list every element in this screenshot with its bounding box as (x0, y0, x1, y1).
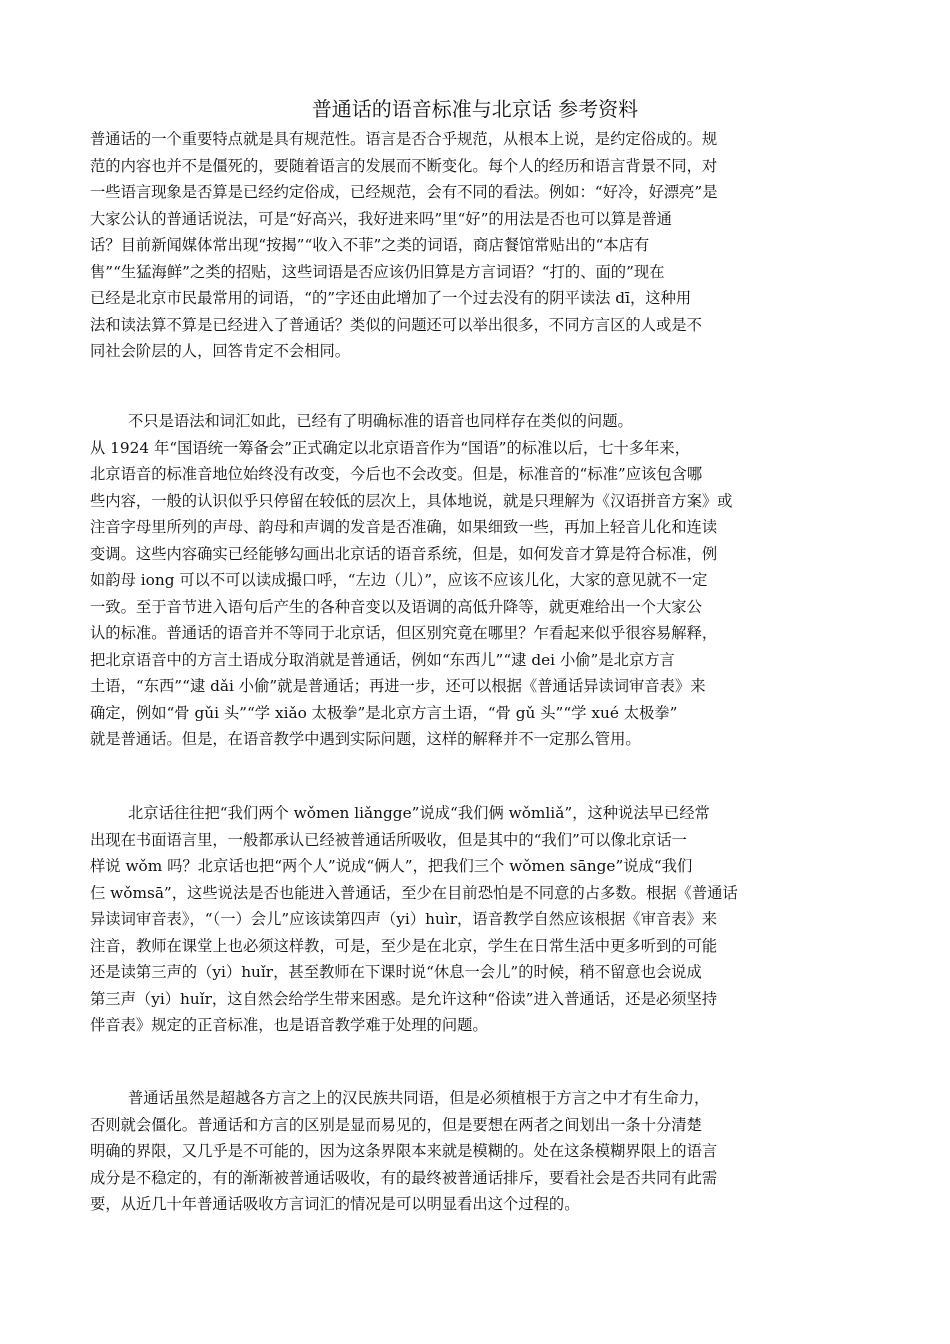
paragraph-1 (90, 126, 865, 365)
text-line: 就是普通话。但是，在语音教学中遇到实际问题，这样的解释并不一定那么管用。 (90, 730, 641, 748)
text-line: 普通话虽然是超越各方言之上的汉民族共同语，但是必须植根于方言之中才有生命力， (128, 1089, 710, 1107)
text-line: 土语，“东西”“逮 dǎi 小偷”就是普通话；再进一步，还可以根据《普通话异读词审音表》来 (90, 677, 706, 695)
text-line: 认的标准。普通话的语音并不等同于北京话，但区别究竟在哪里？乍看起来似乎很容易解释， (90, 624, 718, 642)
text-line: 如韵母 iong 可以不可以读成撮口呼，“左边（儿）”，应该不应该儿化，大家的意见就不一定 (90, 571, 708, 589)
text-line: 伴音表》规定的正音标准，也是语音教学难于处理的问题。 (90, 1016, 488, 1034)
text-line: 售”“生猛海鲜”之类的招贴，这些词语是否应该仍旧算是方言词语？“打的、面的”现在 (90, 262, 665, 281)
text-line: 一些语言现象是否算是已经约定俗成，已经规范，会有不同的看法。例如：“好冷，好漂亮”是 (90, 183, 718, 201)
text-line: 话？目前新闻媒体常出现“按揭”“收入不菲”之类的词语，商店餐馆常贴出的“本店有 (90, 236, 650, 254)
paragraph-2 (90, 408, 865, 753)
text-line: 普通话的一个重要特点就是具有规范性。语言是否合乎规范，从根本上说，是约定俗成的。规 (90, 130, 718, 148)
text-line: 把北京语音中的方言土语成分取消就是普通话，例如“东西儿”“逮 dei 小偷”是北京方言 (90, 650, 675, 669)
text-line: 已经是北京市民最常用的词语，“的”字还由此增加了一个过去没有的阴平读法 dī，这种用 (90, 289, 692, 307)
text-line: 范的内容也并不是僵死的，要随着语言的发展而不断变化。每个人的经历和语言背景不同，对 (90, 156, 718, 175)
paragraph-4 (90, 1085, 865, 1218)
text-line: 从 1924 年“国语统一筹备会”正式确定以北京语音作为“国语”的标准以后，七十多年来， (90, 438, 691, 457)
document-title: 普通话的语音标准与北京话 参考资料 (311, 97, 639, 121)
text-line: 第三声（yi）huǐr，这自然会给学生带来困惑。是允许这种“俗读”进入普通话，还是必须坚持 (90, 989, 718, 1008)
text-line: 些内容，一般的认识似乎只停留在较低的层次上，具体地说，就是只理解为《汉语拼音方案》或 (90, 491, 733, 510)
text-line: 否则就会僵化。普通话和方言的区别是显而易见的，但是要想在两者之间划出一条十分清楚 (90, 1115, 702, 1134)
text-line: 法和读法算不算是已经进入了普通话？类似的问题还可以举出很多，不同方言区的人或是不 (90, 315, 702, 334)
text-line: 注音，教师在课堂上也必须这样教，可是，至少是在北京，学生在日常生活中更多听到的可能 (90, 936, 718, 955)
text-line: 大家公认的普通话说法，可是“好高兴，我好进来吗”里“好”的用法是否也可以算是普通 (90, 209, 672, 228)
text-line: 同社会阶层的人，回答肯定不会相同。 (90, 342, 351, 360)
text-line: 注音字母里所列的声母、韵母和声调的发音是否准确，如果细致一些，再加上轻音儿化和连读 (90, 518, 718, 536)
text-line: 样说 wǒm 吗？北京话也把“两个人”说成“俩人”，把我们三个 wǒmen sānge”说成“我们 (90, 857, 693, 875)
text-line: 确定，例如“骨 gǔi 头”“学 xiǎo 太极拳”是北京方言土语，“骨 gǔ 头”“学 xué 太极拳” (90, 703, 678, 722)
text-line: 仨 wǒmsā”，这些说法是否也能进入普通话，至少在目前恐怕是不同意的占多数。根据《普通话 (90, 883, 738, 902)
text-line: 明确的界限，又几乎是不可能的，因为这条界限本来就是模糊的。处在这条模糊界限上的语言 (90, 1142, 718, 1160)
text-line: 北京话往往把“我们两个 wǒmen liǎngge”说成“我们俩 wǒmliǎ”，这种说法早已经常 (128, 804, 710, 822)
paragraph-3 (90, 800, 865, 1039)
text-line: 要，从近几十年普通话吸收方言词汇的情况是可以明显看出这个过程的。 (90, 1195, 580, 1213)
text-line: 变调。这些内容确实已经能够勾画出北京话的语音系统，但是，如何发音才算是符合标准，例 (90, 544, 718, 563)
text-line: 还是读第三声的（yi）huǐr，甚至教师在下课时说“休息一会儿”的时候，稍不留意也会说成 (90, 963, 702, 981)
text-line: 北京语音的标准音地位始终没有改变，今后也不会改变。但是，标准音的“标准”应该包含哪 (90, 465, 703, 483)
text-line: 不只是语法和词汇如此，已经有了明确标准的语音也同样存在类似的问题。 (128, 412, 633, 430)
text-line: 异读词审音表》，“（一）会儿”应该读第四声（yi）huìr，语音教学自然应该根据《审音表》来 (90, 910, 718, 928)
text-line: 出现在书面语言里，一般都承认已经被普通话所吸收，但是其中的“我们”可以像北京话一 (90, 830, 687, 849)
text-line: 成分是不稳定的，有的渐渐被普通话吸收，有的最终被普通话排斥，要看社会是否共同有此需 (90, 1168, 718, 1187)
text-line: 一致。至于音节进入语句后产生的各种音变以及语调的高低升降等，就更难给出一个大家公 (90, 597, 702, 616)
